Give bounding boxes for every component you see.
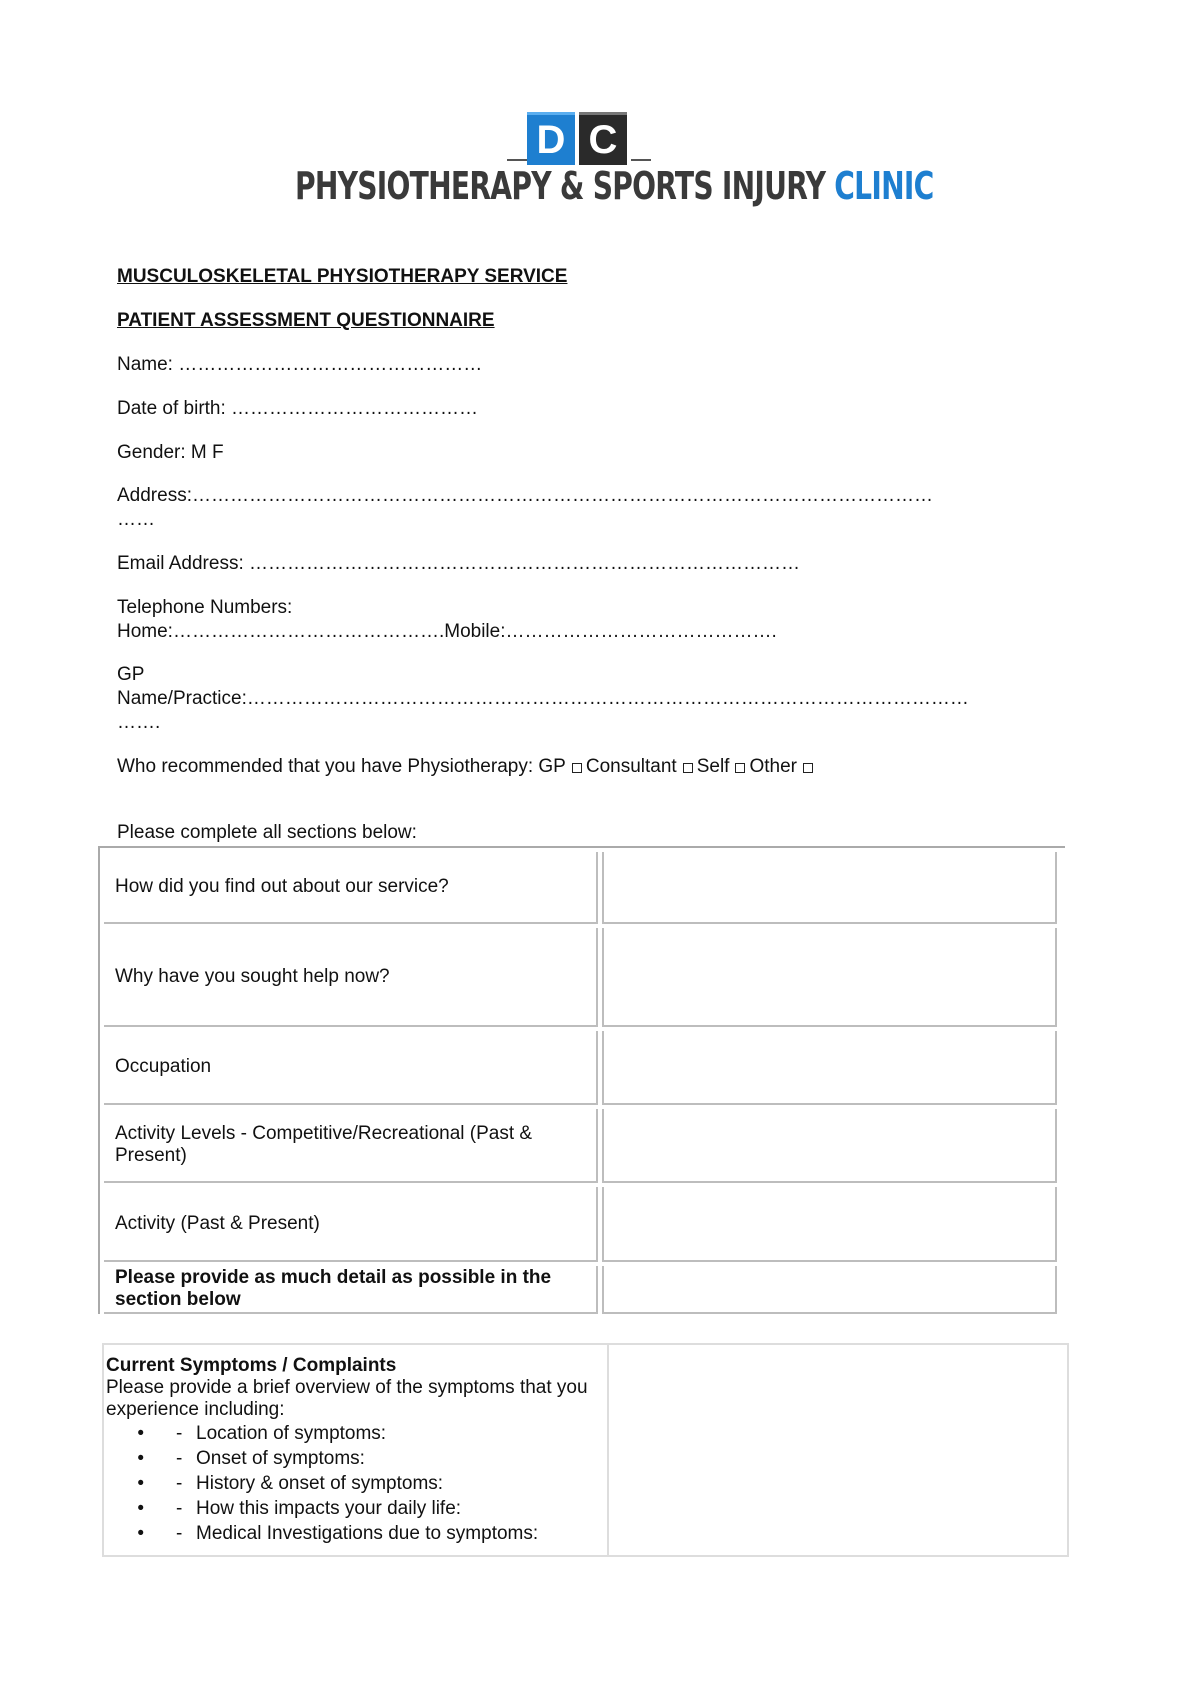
symptoms-table — [102, 1343, 1069, 1557]
gp-practice-field-continued[interactable]: ……. — [117, 712, 161, 733]
answer-cell-occupation[interactable] — [602, 1031, 1057, 1105]
dob-field[interactable]: Date of birth: ………………………………… — [117, 398, 479, 419]
symptom-item-label: History & onset of symptoms: — [196, 1472, 444, 1494]
list-item: • - Onset of symptoms: — [106, 1446, 607, 1471]
table-row — [98, 1027, 1065, 1105]
assessment-table — [98, 846, 1065, 1314]
other-checkbox[interactable] — [803, 763, 813, 773]
logo-rule-left — [507, 159, 527, 161]
symptoms-list — [106, 1421, 607, 1546]
other-label: Other — [749, 756, 797, 777]
bullet-icon: • — [137, 1522, 144, 1544]
questionnaire-heading: PATIENT ASSESSMENT QUESTIONNAIRE — [117, 310, 495, 331]
bullet-icon: • — [137, 1497, 144, 1519]
gp-label: GP — [117, 664, 145, 685]
answer-cell-activity-levels[interactable] — [602, 1109, 1057, 1183]
consultant-label: Consultant — [585, 756, 677, 777]
question-cell: Occupation — [104, 1031, 598, 1105]
question-cell: Why have you sought help now? — [104, 928, 598, 1027]
service-heading: MUSCULOSKELETAL PHYSIOTHERAPY SERVICE — [117, 266, 568, 287]
table-row — [98, 1183, 1065, 1262]
symptom-item-label: Location of symptoms: — [196, 1422, 387, 1444]
logo-tile-c: C — [579, 112, 627, 165]
bullet-icon: • — [137, 1447, 144, 1469]
table-row — [98, 848, 1065, 924]
gp-checkbox[interactable] — [572, 763, 582, 773]
list-item: • - History & onset of symptoms: — [106, 1471, 607, 1496]
bullet-icon: • — [137, 1472, 144, 1494]
recommend-prefix: Who recommended that you have Physiotherapy: GP — [117, 756, 566, 777]
address-field-continued[interactable]: …… — [117, 509, 155, 530]
answer-cell-detail[interactable] — [602, 1266, 1057, 1314]
bullet-icon: • — [137, 1422, 144, 1444]
symptom-item-label: How this impacts your daily life: — [196, 1497, 462, 1519]
clinic-logo — [295, 112, 934, 212]
name-field[interactable]: Name: ………………………………………… — [117, 354, 483, 375]
recommend-question — [117, 756, 817, 778]
list-item: • - How this impacts your daily life: — [106, 1496, 607, 1521]
gp-practice-field[interactable]: Name/Practice:…………………………………………………………………………………………………… — [117, 688, 969, 709]
phone-field[interactable]: Home:…………………………………….Mobile:……………………………………. — [117, 621, 777, 642]
list-item: • - Location of symptoms: — [106, 1421, 607, 1446]
table-row — [98, 1262, 1065, 1314]
symptom-item-label: Medical Investigations due to symptoms: — [196, 1522, 539, 1544]
logo-wordmark-blue: CLINIC — [834, 164, 934, 208]
answer-cell-find-out[interactable] — [602, 852, 1057, 924]
consultant-checkbox[interactable] — [683, 763, 693, 773]
symptom-item-label: Onset of symptoms: — [196, 1447, 365, 1469]
complete-note: Please complete all sections below: — [117, 822, 417, 843]
symptoms-answer-cell[interactable] — [609, 1345, 1067, 1555]
self-checkbox[interactable] — [735, 763, 745, 773]
symptoms-prompt-cell — [104, 1345, 609, 1555]
email-field[interactable]: Email Address: …………………………………………………………………………… — [117, 553, 800, 574]
logo-wordmark — [295, 164, 934, 208]
list-item: • - Medical Investigations due to symptoms: — [106, 1521, 607, 1546]
detail-note-cell: Please provide as much detail as possible in the section below — [104, 1266, 598, 1314]
answer-cell-activity[interactable] — [602, 1187, 1057, 1262]
symptoms-title: Current Symptoms / Complaints — [106, 1355, 397, 1376]
question-cell: Activity (Past & Present) — [104, 1187, 598, 1262]
question-cell: How did you find out about our service? — [104, 852, 598, 924]
logo-tile-d: D — [527, 112, 575, 165]
table-row — [98, 924, 1065, 1027]
phone-label: Telephone Numbers: — [117, 597, 293, 618]
address-field[interactable]: Address:……………………………………………………………………………………………………… — [117, 485, 933, 506]
logo-wordmark-dark: PHYSIOTHERAPY & SPORTS INJURY — [295, 164, 835, 208]
answer-cell-sought-help[interactable] — [602, 928, 1057, 1027]
symptoms-intro: Please provide a brief overview of the symptoms that you experience including: — [106, 1377, 588, 1420]
self-label: Self — [696, 756, 730, 777]
table-row — [98, 1105, 1065, 1183]
logo-rule-right — [631, 159, 651, 161]
question-cell: Activity Levels - Competitive/Recreational (Past & Present) — [104, 1109, 598, 1183]
logo-tiles — [527, 112, 627, 165]
gender-field[interactable]: Gender: M F — [117, 442, 224, 463]
